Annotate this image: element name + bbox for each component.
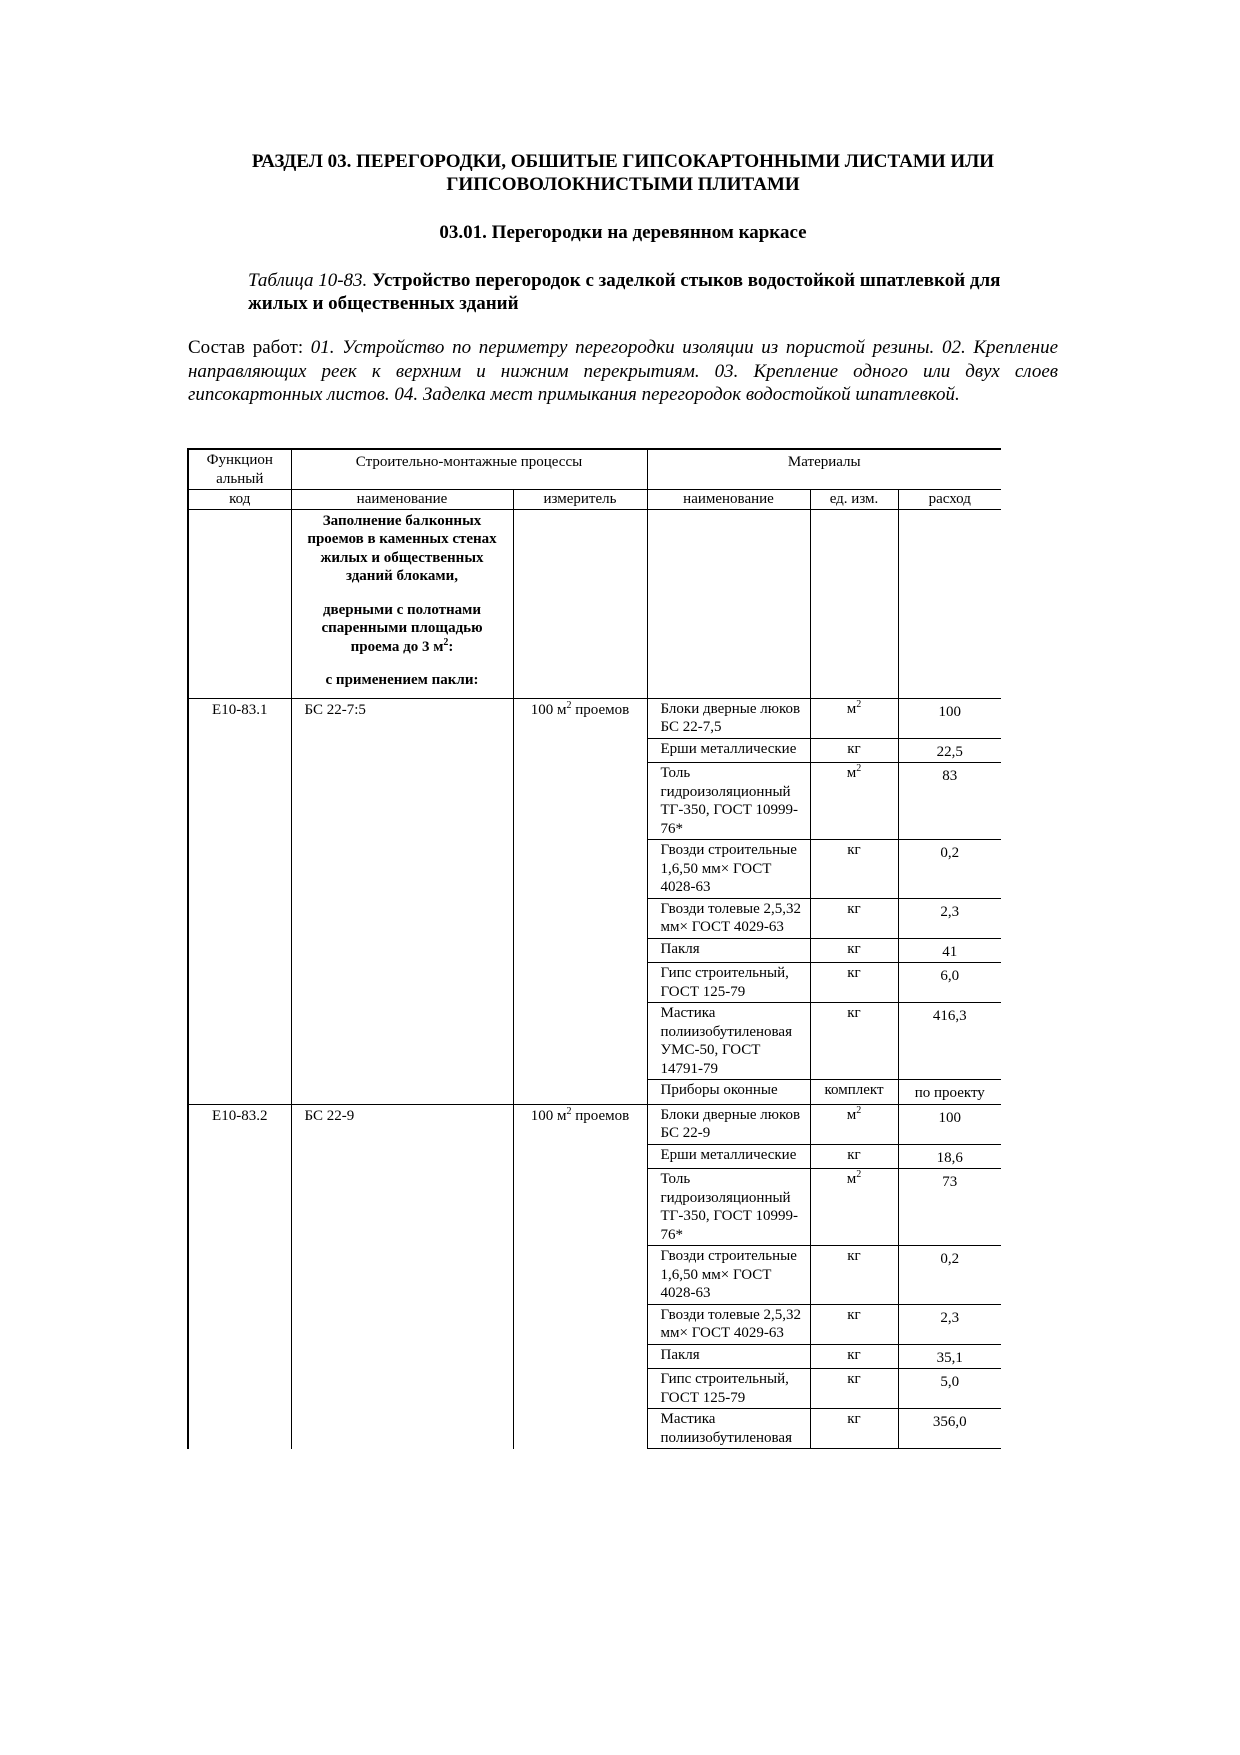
material-name: Ерши металлические [647, 738, 810, 763]
material-quantity: 100 [898, 1104, 1001, 1144]
header-mat-qty: расход [898, 490, 1001, 510]
material-unit: кг [810, 1003, 898, 1080]
material-name: Гипс строительный, ГОСТ 125-79 [647, 1369, 810, 1409]
work-composition-label: Состав работ: [188, 337, 304, 358]
material-quantity: 356,0 [898, 1409, 1001, 1449]
material-name: Гвозди строительные 1,6,50 мм× ГОСТ 4028-63 [647, 840, 810, 899]
process-name: БС 22-9 [291, 1104, 513, 1449]
material-quantity: 83 [898, 763, 1001, 840]
header-code-sub: код [188, 490, 291, 510]
material-unit: кг [810, 963, 898, 1003]
material-name: Блоки дверные люков БС 22-7,5 [647, 698, 810, 738]
work-description [291, 509, 513, 698]
process-measure: 100 $м^2$ проемов [513, 1104, 647, 1449]
material-unit: $м^2$ [810, 763, 898, 840]
material-unit: кг [810, 1246, 898, 1305]
material-name: Толь гидроизоляционный ТГ-350, ГОСТ 10999-76* [647, 1169, 810, 1246]
function-code: Е10-83.1 [188, 698, 291, 1104]
material-unit: кг [810, 840, 898, 899]
material-unit: кг [810, 1344, 898, 1369]
work-composition-text: 01. Устройство по периметру перегородки изоляции из пористой резины. 02. Крепление направляющих реек к верхним и нижним перекрытиям. 03. Крепление одного или двух слоев гипсокартонных листов. 04. Заделка мест примыкания перегородок водостойкой шпатлевкой. [188, 337, 1058, 405]
process-measure: 100 $м^2$ проемов [513, 698, 647, 1104]
process-name: БС 22-7:5 [291, 698, 513, 1104]
material-name: Гвозди толевые 2,5,32 мм× ГОСТ 4029-63 [647, 898, 810, 938]
material-quantity: по проекту [898, 1080, 1001, 1105]
material-unit: кг [810, 738, 898, 763]
header-code: Функцион альный [188, 449, 291, 490]
material-unit: $м^2$ [810, 698, 898, 738]
material-quantity: 0,2 [898, 840, 1001, 899]
work-composition [188, 336, 1058, 407]
material-quantity: 416,3 [898, 1003, 1001, 1080]
material-unit: кг [810, 1409, 898, 1449]
material-quantity: 5,0 [898, 1369, 1001, 1409]
section-title: РАЗДЕЛ 03. ПЕРЕГОРОДКИ, ОБШИТЫЕ ГИПСОКАРТОННЫМИ ЛИСТАМИ ИЛИ ГИПСОВОЛОКНИСТЫМИ ПЛИТАМИ [251, 151, 995, 195]
material-unit: $м^2$ [810, 1104, 898, 1144]
table-row [188, 1104, 1001, 1144]
table-title: Устройство перегородок с заделкой стыков водостойкой шпатлевкой для жилых и общественных зданий [248, 270, 1001, 314]
material-name: Пакля [647, 1344, 810, 1369]
header-mat-name: наименование [647, 490, 810, 510]
material-quantity: 73 [898, 1169, 1001, 1246]
material-name: Ерши металлические [647, 1144, 810, 1169]
material-unit: кг [810, 1369, 898, 1409]
material-quantity: 0,2 [898, 1246, 1001, 1305]
material-quantity: 22,5 [898, 738, 1001, 763]
subsection-title: 03.01. Перегородки на деревянном каркасе [439, 222, 807, 243]
material-quantity: 100 [898, 698, 1001, 738]
material-unit: $м^2$ [810, 1169, 898, 1246]
material-name: Мастика полиизобутиленовая УМС-50, ГОСТ 14791-79 [647, 1003, 810, 1080]
table-subheader-row [188, 490, 1001, 510]
description-line-1: Заполнение балконных проемов в каменных стенах жилых и общественных зданий блоками, [307, 512, 497, 584]
material-name: Гвозди толевые 2,5,32 мм× ГОСТ 4029-63 [647, 1304, 810, 1344]
material-name: Пакля [647, 938, 810, 963]
description-row [188, 509, 1001, 698]
header-processes: Строительно-монтажные процессы [291, 449, 647, 490]
table-label: Таблица 10-83. [248, 270, 368, 291]
norms-table-container [187, 448, 1001, 1604]
material-quantity: 35,1 [898, 1344, 1001, 1369]
description-line-2: дверными с полотнами спаренными площадью проема до 3 $м^2$: [321, 601, 483, 655]
header-materials: Материалы [647, 449, 1001, 490]
description-line-3: с применением пакли: [325, 672, 479, 688]
table-caption [248, 269, 1048, 315]
material-name: Гипс строительный, ГОСТ 125-79 [647, 963, 810, 1003]
material-unit: кг [810, 898, 898, 938]
material-quantity: 2,3 [898, 1304, 1001, 1344]
material-name: Приборы оконные [647, 1080, 810, 1105]
header-proc-measure: измеритель [513, 490, 647, 510]
material-unit: кг [810, 1304, 898, 1344]
material-name: Гвозди строительные 1,6,50 мм× ГОСТ 4028-63 [647, 1246, 810, 1305]
table-header-row [188, 449, 1001, 490]
material-name: Толь гидроизоляционный ТГ-350, ГОСТ 10999-76* [647, 763, 810, 840]
material-name: Мастика полиизобутиленовая [647, 1409, 810, 1449]
material-quantity: 18,6 [898, 1144, 1001, 1169]
material-unit: комплект [810, 1080, 898, 1105]
material-quantity: 2,3 [898, 898, 1001, 938]
header-mat-unit: ед. изм. [810, 490, 898, 510]
table-row [188, 698, 1001, 738]
material-unit: кг [810, 1144, 898, 1169]
material-quantity: 6,0 [898, 963, 1001, 1003]
material-unit: кг [810, 938, 898, 963]
header-proc-name: наименование [291, 490, 513, 510]
material-name: Блоки дверные люков БС 22-9 [647, 1104, 810, 1144]
norms-table [187, 448, 1001, 1449]
function-code: Е10-83.2 [188, 1104, 291, 1449]
material-quantity: 41 [898, 938, 1001, 963]
